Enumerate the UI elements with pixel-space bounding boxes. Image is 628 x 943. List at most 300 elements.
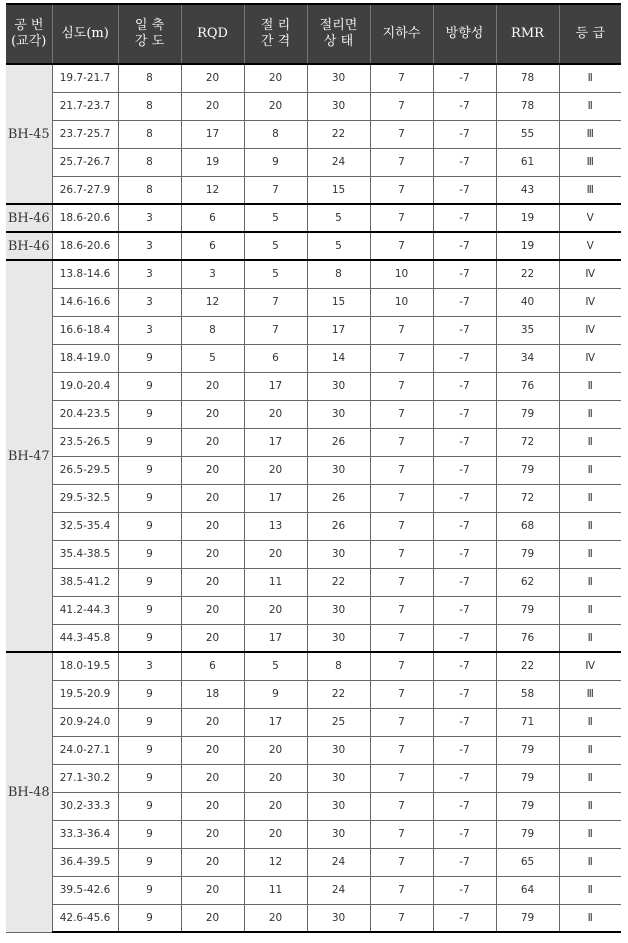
rmr-cell: 79 — [496, 540, 559, 568]
groundwater-cell: 7 — [370, 120, 433, 148]
spacing-cell: 20 — [244, 904, 307, 932]
rmr-cell: 71 — [496, 708, 559, 736]
table-row — [6, 260, 621, 288]
rqd-cell: 12 — [181, 176, 244, 204]
grade-cell: Ⅱ — [559, 624, 621, 652]
grade-cell: Ⅳ — [559, 652, 621, 680]
table-row — [6, 764, 621, 792]
depth-cell: 18.4-19.0 — [52, 344, 118, 372]
orientation-cell: -7 — [433, 708, 496, 736]
table-row — [6, 92, 621, 120]
rqd-cell: 20 — [181, 92, 244, 120]
condition-cell: 24 — [307, 148, 370, 176]
depth-cell: 32.5-35.4 — [52, 512, 118, 540]
rmr-cell: 22 — [496, 652, 559, 680]
depth-cell: 18.0-19.5 — [52, 652, 118, 680]
ucs-cell: 3 — [118, 316, 181, 344]
rqd-cell: 20 — [181, 456, 244, 484]
rmr-cell: 72 — [496, 484, 559, 512]
ucs-cell: 8 — [118, 64, 181, 92]
table-row — [6, 708, 621, 736]
table-row — [6, 596, 621, 624]
depth-cell: 16.6-18.4 — [52, 316, 118, 344]
ucs-cell: 9 — [118, 540, 181, 568]
ucs-cell: 9 — [118, 428, 181, 456]
orientation-cell: -7 — [433, 92, 496, 120]
condition-cell: 15 — [307, 176, 370, 204]
ucs-cell: 9 — [118, 456, 181, 484]
groundwater-cell: 7 — [370, 540, 433, 568]
ucs-cell: 3 — [118, 204, 181, 232]
ucs-cell: 3 — [118, 232, 181, 260]
grade-cell: Ⅳ — [559, 288, 621, 316]
ucs-cell: 8 — [118, 92, 181, 120]
table-row — [6, 232, 621, 260]
rmr-cell: 79 — [496, 904, 559, 932]
grade-cell: Ⅲ — [559, 680, 621, 708]
rmr-cell: 65 — [496, 848, 559, 876]
rmr-cell: 79 — [496, 400, 559, 428]
ucs-cell: 9 — [118, 820, 181, 848]
orientation-cell: -7 — [433, 288, 496, 316]
depth-cell: 29.5-32.5 — [52, 484, 118, 512]
orientation-cell: -7 — [433, 848, 496, 876]
rqd-cell: 3 — [181, 260, 244, 288]
header-hole: 공 번 (교각) — [6, 4, 52, 64]
condition-cell: 5 — [307, 232, 370, 260]
table-row — [6, 344, 621, 372]
grade-cell: Ⅱ — [559, 568, 621, 596]
rmr-cell: 35 — [496, 316, 559, 344]
table-row — [6, 736, 621, 764]
condition-cell: 26 — [307, 484, 370, 512]
condition-cell: 30 — [307, 624, 370, 652]
rqd-cell: 20 — [181, 512, 244, 540]
table-row — [6, 120, 621, 148]
groundwater-cell: 7 — [370, 708, 433, 736]
rmr-cell: 34 — [496, 344, 559, 372]
grade-cell: Ⅱ — [559, 372, 621, 400]
orientation-cell: -7 — [433, 680, 496, 708]
depth-cell: 20.4-23.5 — [52, 400, 118, 428]
spacing-cell: 17 — [244, 372, 307, 400]
depth-cell: 19.0-20.4 — [52, 372, 118, 400]
rmr-table-container — [6, 3, 621, 933]
spacing-cell: 20 — [244, 736, 307, 764]
orientation-cell: -7 — [433, 260, 496, 288]
table-body — [6, 64, 621, 932]
rmr-cell: 79 — [496, 456, 559, 484]
rqd-cell: 20 — [181, 708, 244, 736]
groundwater-cell: 7 — [370, 624, 433, 652]
groundwater-cell: 7 — [370, 876, 433, 904]
depth-cell: 18.6-20.6 — [52, 232, 118, 260]
rmr-cell: 79 — [496, 820, 559, 848]
spacing-cell: 6 — [244, 344, 307, 372]
condition-cell: 26 — [307, 428, 370, 456]
orientation-cell: -7 — [433, 484, 496, 512]
condition-cell: 22 — [307, 680, 370, 708]
condition-cell: 22 — [307, 568, 370, 596]
spacing-cell: 20 — [244, 400, 307, 428]
grade-cell: Ⅱ — [559, 736, 621, 764]
orientation-cell: -7 — [433, 148, 496, 176]
table-row — [6, 820, 621, 848]
table-row — [6, 484, 621, 512]
rqd-cell: 20 — [181, 624, 244, 652]
rmr-cell: 43 — [496, 176, 559, 204]
grade-cell: Ⅱ — [559, 400, 621, 428]
rqd-cell: 20 — [181, 876, 244, 904]
groundwater-cell: 7 — [370, 596, 433, 624]
groundwater-cell: 7 — [370, 456, 433, 484]
orientation-cell: -7 — [433, 232, 496, 260]
ucs-cell: 9 — [118, 792, 181, 820]
rqd-cell: 20 — [181, 372, 244, 400]
depth-cell: 39.5-42.6 — [52, 876, 118, 904]
condition-cell: 14 — [307, 344, 370, 372]
header-spacing: 절 리 간 격 — [244, 4, 307, 64]
depth-cell: 13.8-14.6 — [52, 260, 118, 288]
spacing-cell: 20 — [244, 596, 307, 624]
rqd-cell: 8 — [181, 316, 244, 344]
rqd-cell: 20 — [181, 792, 244, 820]
spacing-cell: 20 — [244, 540, 307, 568]
depth-cell: 33.3-36.4 — [52, 820, 118, 848]
groundwater-cell: 7 — [370, 680, 433, 708]
ucs-cell: 9 — [118, 736, 181, 764]
groundwater-cell: 7 — [370, 400, 433, 428]
ucs-cell: 9 — [118, 624, 181, 652]
spacing-cell: 9 — [244, 680, 307, 708]
groundwater-cell: 7 — [370, 484, 433, 512]
rqd-cell: 20 — [181, 820, 244, 848]
table-row — [6, 904, 621, 932]
spacing-cell: 20 — [244, 456, 307, 484]
rmr-cell: 19 — [496, 204, 559, 232]
orientation-cell: -7 — [433, 764, 496, 792]
groundwater-cell: 7 — [370, 820, 433, 848]
table-row — [6, 568, 621, 596]
header-ucs: 일 축 강 도 — [118, 4, 181, 64]
spacing-cell: 7 — [244, 316, 307, 344]
table-row — [6, 848, 621, 876]
condition-cell: 25 — [307, 708, 370, 736]
groundwater-cell: 7 — [370, 764, 433, 792]
grade-cell: Ⅴ — [559, 232, 621, 260]
spacing-cell: 13 — [244, 512, 307, 540]
ucs-cell: 9 — [118, 876, 181, 904]
rqd-cell: 20 — [181, 484, 244, 512]
spacing-cell: 20 — [244, 792, 307, 820]
condition-cell: 30 — [307, 792, 370, 820]
rmr-cell: 55 — [496, 120, 559, 148]
table-row — [6, 288, 621, 316]
header-groundwater: 지하수 — [370, 4, 433, 64]
rqd-cell: 20 — [181, 400, 244, 428]
condition-cell: 30 — [307, 456, 370, 484]
header-rmr: RMR — [496, 4, 559, 64]
table-row — [6, 540, 621, 568]
spacing-cell: 17 — [244, 484, 307, 512]
depth-cell: 18.6-20.6 — [52, 204, 118, 232]
groundwater-cell: 7 — [370, 176, 433, 204]
grade-cell: Ⅱ — [559, 848, 621, 876]
grade-cell: Ⅱ — [559, 456, 621, 484]
spacing-cell: 11 — [244, 568, 307, 596]
condition-cell: 8 — [307, 652, 370, 680]
orientation-cell: -7 — [433, 344, 496, 372]
spacing-cell: 12 — [244, 848, 307, 876]
rqd-cell: 19 — [181, 148, 244, 176]
orientation-cell: -7 — [433, 512, 496, 540]
orientation-cell: -7 — [433, 428, 496, 456]
rmr-cell: 40 — [496, 288, 559, 316]
depth-cell: 26.5-29.5 — [52, 456, 118, 484]
grade-cell: Ⅱ — [559, 596, 621, 624]
grade-cell: Ⅱ — [559, 792, 621, 820]
grade-cell: Ⅲ — [559, 148, 621, 176]
orientation-cell: -7 — [433, 596, 496, 624]
grade-cell: Ⅱ — [559, 92, 621, 120]
rqd-cell: 20 — [181, 848, 244, 876]
condition-cell: 5 — [307, 204, 370, 232]
orientation-cell: -7 — [433, 176, 496, 204]
grade-cell: Ⅱ — [559, 820, 621, 848]
table-row — [6, 512, 621, 540]
orientation-cell: -7 — [433, 372, 496, 400]
rqd-cell: 20 — [181, 540, 244, 568]
table-row — [6, 204, 621, 232]
depth-cell: 30.2-33.3 — [52, 792, 118, 820]
depth-cell: 38.5-41.2 — [52, 568, 118, 596]
table-row — [6, 64, 621, 92]
ucs-cell: 9 — [118, 596, 181, 624]
depth-cell: 26.7-27.9 — [52, 176, 118, 204]
spacing-cell: 17 — [244, 708, 307, 736]
rqd-cell: 18 — [181, 680, 244, 708]
spacing-cell: 17 — [244, 428, 307, 456]
orientation-cell: -7 — [433, 568, 496, 596]
ucs-cell: 8 — [118, 120, 181, 148]
spacing-cell: 5 — [244, 204, 307, 232]
groundwater-cell: 7 — [370, 568, 433, 596]
condition-cell: 30 — [307, 764, 370, 792]
spacing-cell: 20 — [244, 64, 307, 92]
table-row — [6, 400, 621, 428]
grade-cell: Ⅳ — [559, 316, 621, 344]
depth-cell: 41.2-44.3 — [52, 596, 118, 624]
ucs-cell: 9 — [118, 708, 181, 736]
ucs-cell: 3 — [118, 260, 181, 288]
rqd-cell: 20 — [181, 568, 244, 596]
ucs-cell: 9 — [118, 512, 181, 540]
condition-cell: 30 — [307, 64, 370, 92]
groundwater-cell: 7 — [370, 344, 433, 372]
condition-cell: 15 — [307, 288, 370, 316]
ucs-cell: 9 — [118, 848, 181, 876]
header-condition: 절리면 상 태 — [307, 4, 370, 64]
grade-cell: Ⅲ — [559, 176, 621, 204]
depth-cell: 23.7-25.7 — [52, 120, 118, 148]
rqd-cell: 5 — [181, 344, 244, 372]
table-row — [6, 176, 621, 204]
ucs-cell: 9 — [118, 568, 181, 596]
table-row — [6, 792, 621, 820]
spacing-cell: 7 — [244, 176, 307, 204]
rqd-cell: 20 — [181, 64, 244, 92]
condition-cell: 24 — [307, 848, 370, 876]
grade-cell: Ⅱ — [559, 64, 621, 92]
table-row — [6, 148, 621, 176]
hole-id-cell: BH-47 — [6, 260, 52, 652]
groundwater-cell: 7 — [370, 428, 433, 456]
rmr-cell: 58 — [496, 680, 559, 708]
condition-cell: 30 — [307, 540, 370, 568]
ucs-cell: 8 — [118, 148, 181, 176]
groundwater-cell: 7 — [370, 848, 433, 876]
ucs-cell: 9 — [118, 904, 181, 932]
rmr-cell: 79 — [496, 736, 559, 764]
depth-cell: 21.7-23.7 — [52, 92, 118, 120]
depth-cell: 44.3-45.8 — [52, 624, 118, 652]
ucs-cell: 8 — [118, 176, 181, 204]
grade-cell: Ⅱ — [559, 512, 621, 540]
ucs-cell: 9 — [118, 372, 181, 400]
depth-cell: 19.7-21.7 — [52, 64, 118, 92]
ucs-cell: 9 — [118, 680, 181, 708]
grade-cell: Ⅲ — [559, 120, 621, 148]
condition-cell: 8 — [307, 260, 370, 288]
condition-cell: 17 — [307, 316, 370, 344]
rmr-cell: 76 — [496, 624, 559, 652]
ucs-cell: 3 — [118, 652, 181, 680]
spacing-cell: 11 — [244, 876, 307, 904]
spacing-cell: 9 — [244, 148, 307, 176]
depth-cell: 27.1-30.2 — [52, 764, 118, 792]
spacing-cell: 7 — [244, 288, 307, 316]
orientation-cell: -7 — [433, 876, 496, 904]
depth-cell: 23.5-26.5 — [52, 428, 118, 456]
spacing-cell: 17 — [244, 624, 307, 652]
rqd-cell: 6 — [181, 204, 244, 232]
ucs-cell: 9 — [118, 764, 181, 792]
grade-cell: Ⅱ — [559, 904, 621, 932]
depth-cell: 14.6-16.6 — [52, 288, 118, 316]
spacing-cell: 20 — [244, 92, 307, 120]
orientation-cell: -7 — [433, 792, 496, 820]
groundwater-cell: 7 — [370, 148, 433, 176]
rmr-cell: 72 — [496, 428, 559, 456]
rmr-classification-table — [6, 3, 621, 933]
condition-cell: 30 — [307, 820, 370, 848]
depth-cell: 35.4-38.5 — [52, 540, 118, 568]
grade-cell: Ⅱ — [559, 540, 621, 568]
groundwater-cell: 10 — [370, 260, 433, 288]
ucs-cell: 9 — [118, 400, 181, 428]
table-row — [6, 876, 621, 904]
orientation-cell: -7 — [433, 64, 496, 92]
rqd-cell: 20 — [181, 764, 244, 792]
orientation-cell: -7 — [433, 540, 496, 568]
table-row — [6, 316, 621, 344]
table-row — [6, 372, 621, 400]
spacing-cell: 20 — [244, 764, 307, 792]
groundwater-cell: 7 — [370, 512, 433, 540]
rmr-cell: 78 — [496, 92, 559, 120]
orientation-cell: -7 — [433, 204, 496, 232]
condition-cell: 26 — [307, 512, 370, 540]
condition-cell: 24 — [307, 876, 370, 904]
orientation-cell: -7 — [433, 316, 496, 344]
hole-id-cell: BH-46 — [6, 232, 52, 260]
depth-cell: 19.5-20.9 — [52, 680, 118, 708]
orientation-cell: -7 — [433, 120, 496, 148]
rqd-cell: 17 — [181, 120, 244, 148]
orientation-cell: -7 — [433, 400, 496, 428]
hole-id-cell: BH-45 — [6, 64, 52, 204]
header-row — [6, 4, 621, 64]
groundwater-cell: 7 — [370, 652, 433, 680]
rqd-cell: 12 — [181, 288, 244, 316]
grade-cell: Ⅱ — [559, 876, 621, 904]
header-orientation: 방향성 — [433, 4, 496, 64]
orientation-cell: -7 — [433, 624, 496, 652]
hole-id-cell: BH-46 — [6, 204, 52, 232]
rmr-cell: 19 — [496, 232, 559, 260]
grade-cell: Ⅴ — [559, 204, 621, 232]
ucs-cell: 3 — [118, 288, 181, 316]
depth-cell: 24.0-27.1 — [52, 736, 118, 764]
groundwater-cell: 7 — [370, 64, 433, 92]
rmr-cell: 79 — [496, 792, 559, 820]
rmr-cell: 76 — [496, 372, 559, 400]
orientation-cell: -7 — [433, 736, 496, 764]
groundwater-cell: 7 — [370, 316, 433, 344]
condition-cell: 30 — [307, 904, 370, 932]
header-grade: 등 급 — [559, 4, 621, 64]
grade-cell: Ⅳ — [559, 344, 621, 372]
rmr-cell: 61 — [496, 148, 559, 176]
table-row — [6, 428, 621, 456]
condition-cell: 30 — [307, 92, 370, 120]
condition-cell: 22 — [307, 120, 370, 148]
spacing-cell: 20 — [244, 820, 307, 848]
condition-cell: 30 — [307, 400, 370, 428]
condition-cell: 30 — [307, 736, 370, 764]
rqd-cell: 20 — [181, 428, 244, 456]
rmr-cell: 68 — [496, 512, 559, 540]
depth-cell: 42.6-45.6 — [52, 904, 118, 932]
orientation-cell: -7 — [433, 652, 496, 680]
table-row — [6, 652, 621, 680]
rqd-cell: 20 — [181, 596, 244, 624]
groundwater-cell: 7 — [370, 204, 433, 232]
orientation-cell: -7 — [433, 904, 496, 932]
table-row — [6, 624, 621, 652]
grade-cell: Ⅱ — [559, 764, 621, 792]
orientation-cell: -7 — [433, 820, 496, 848]
hole-id-cell: BH-48 — [6, 652, 52, 932]
rmr-cell: 79 — [496, 764, 559, 792]
orientation-cell: -7 — [433, 456, 496, 484]
spacing-cell: 8 — [244, 120, 307, 148]
grade-cell: Ⅱ — [559, 428, 621, 456]
condition-cell: 30 — [307, 372, 370, 400]
rmr-cell: 62 — [496, 568, 559, 596]
groundwater-cell: 7 — [370, 736, 433, 764]
groundwater-cell: 7 — [370, 92, 433, 120]
